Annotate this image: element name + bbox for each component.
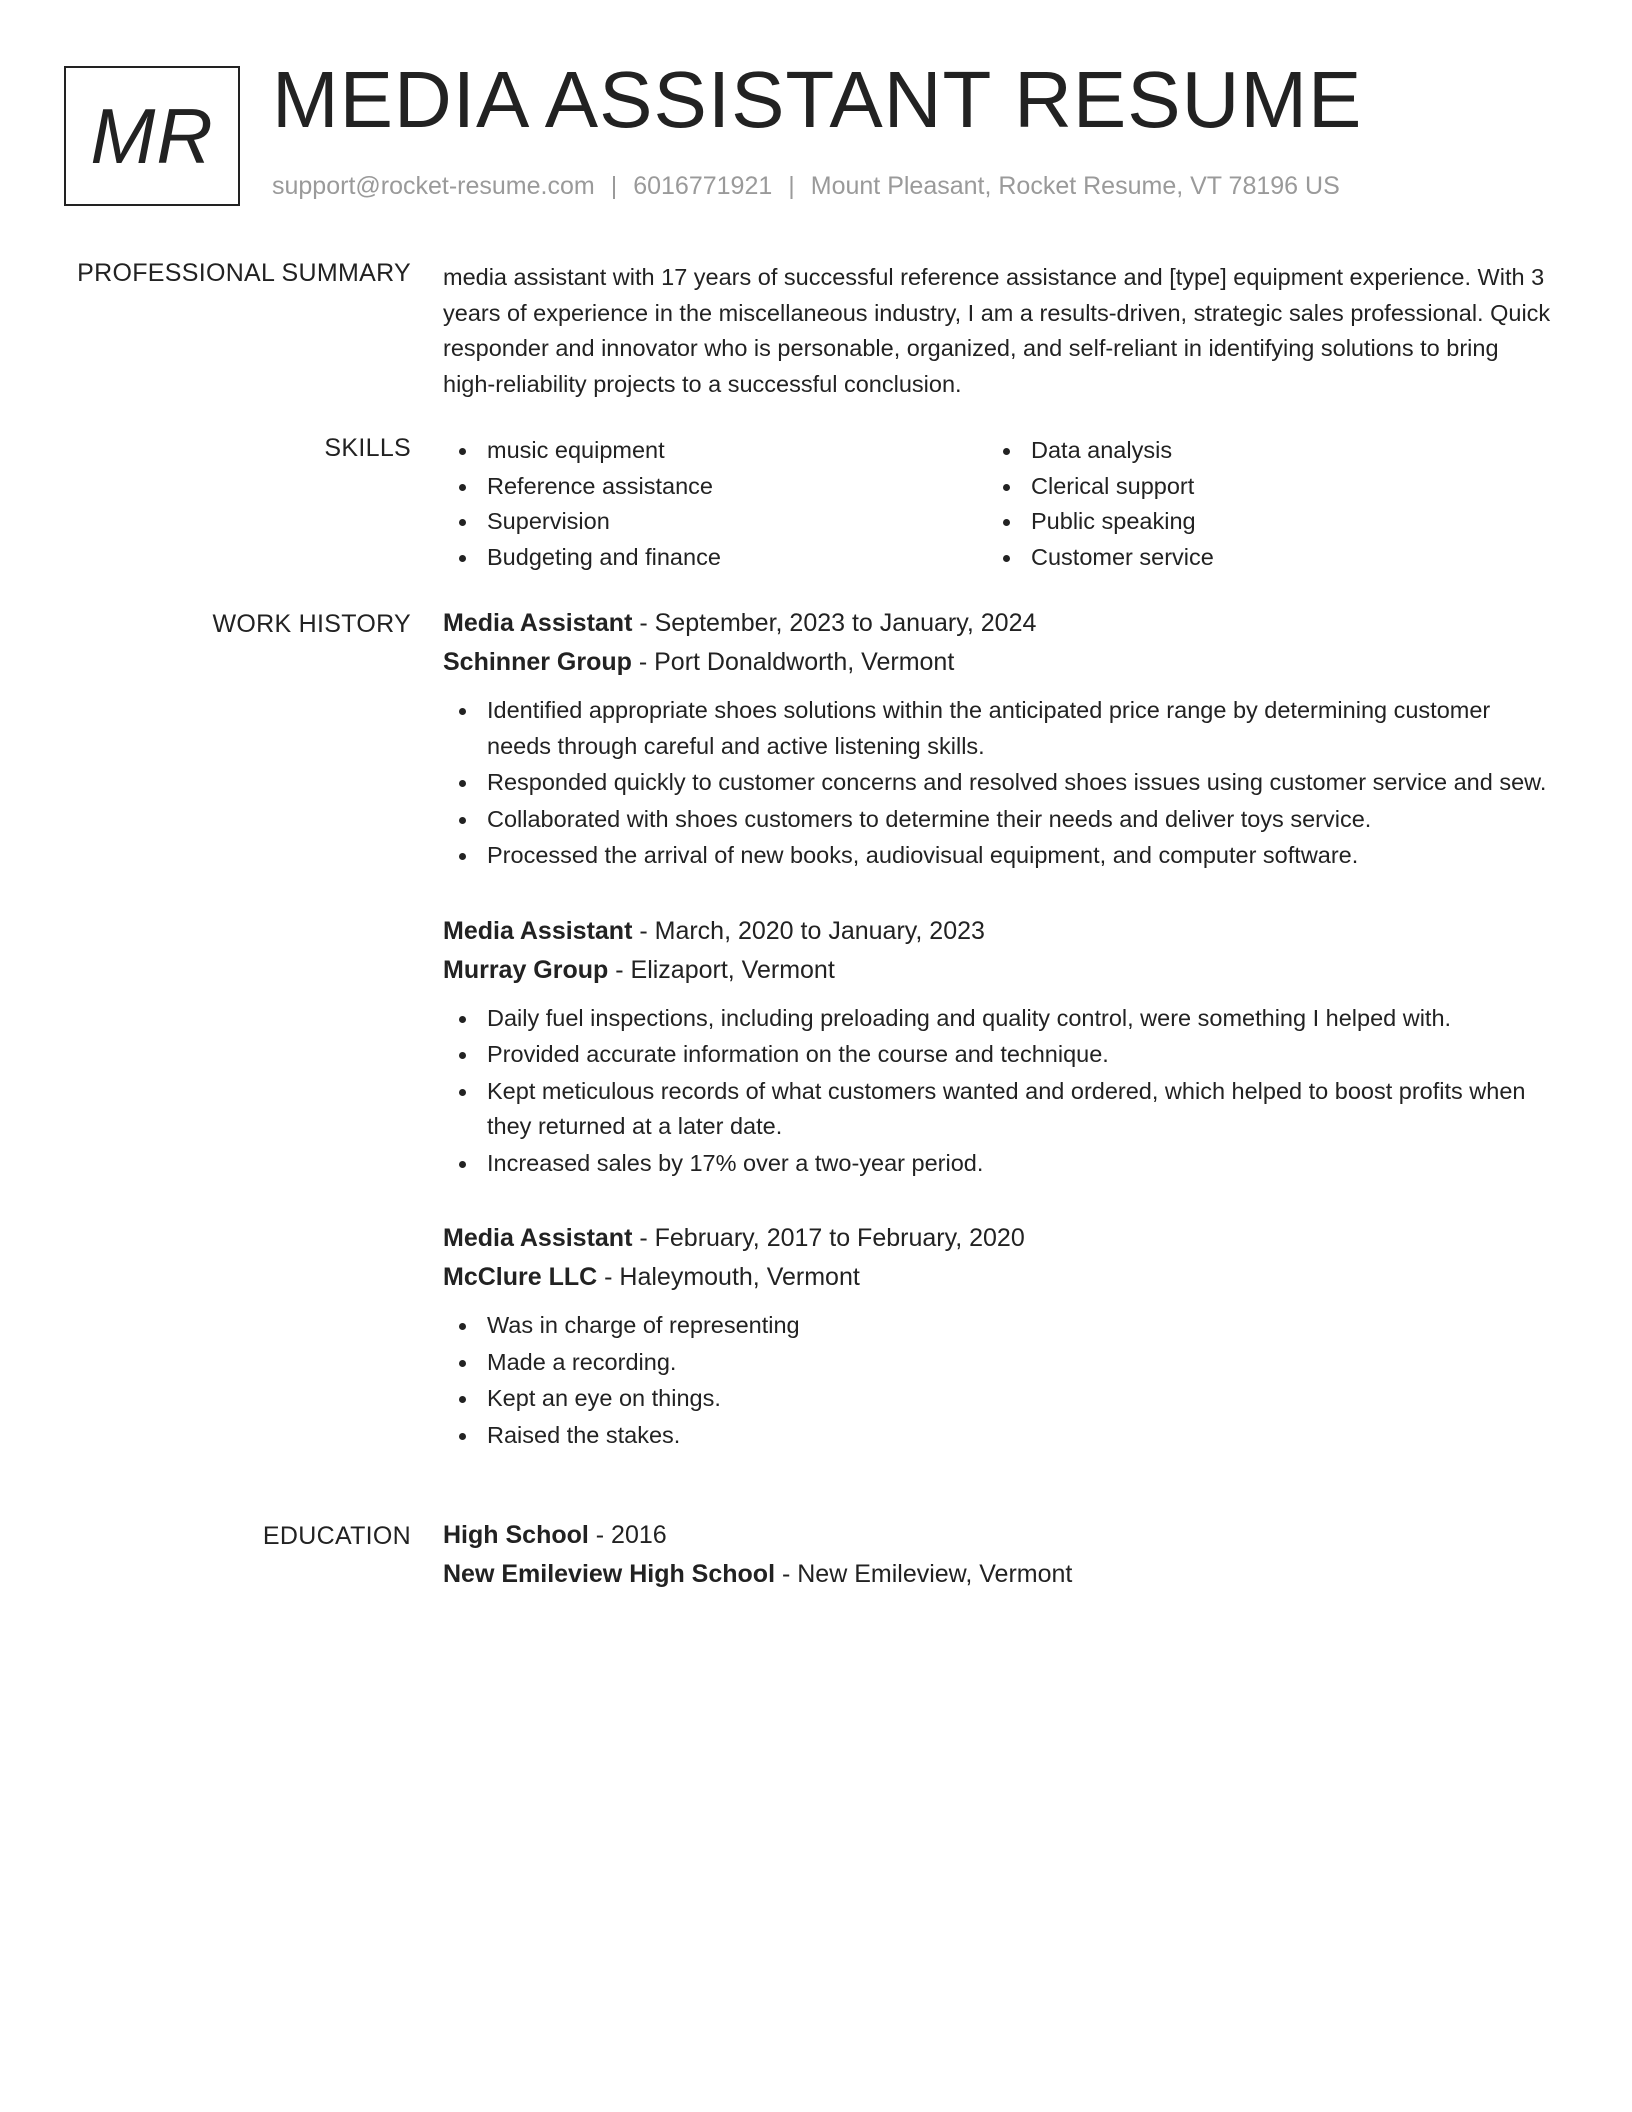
job-entry	[443, 604, 1553, 874]
education-degree: High School	[443, 1521, 589, 1549]
job-bullet: Daily fuel inspections, including preloading and quality control, were something I helped with.	[443, 1001, 1553, 1037]
job-location: - Elizaport, Vermont	[608, 955, 835, 984]
address: Mount Pleasant, Rocket Resume, VT 78196 US	[810, 172, 1340, 200]
job-title-line	[443, 912, 1553, 951]
contact-separator: |	[610, 172, 618, 200]
education-body	[443, 1516, 1553, 1594]
resume-title: MEDIA ASSISTANT RESUME	[272, 55, 1363, 144]
skill-item: Reference assistance	[443, 469, 987, 505]
skills-list	[443, 433, 1553, 575]
job-bullet: Kept meticulous records of what customers wanted and ordered, which helped to boost profits when they returned at a later date.	[443, 1074, 1553, 1145]
skill-item: Data analysis	[987, 433, 1487, 469]
skill-item: Customer service	[987, 540, 1487, 576]
job-entry	[443, 912, 1553, 1182]
job-title: Media Assistant	[443, 916, 633, 945]
contact-separator: |	[788, 172, 795, 200]
skill-item: Clerical support	[987, 469, 1487, 505]
job-bullet: Raised the stakes.	[443, 1418, 1553, 1454]
job-company-line	[443, 643, 1553, 682]
skills-body	[443, 433, 1553, 575]
education-location: - New Emileview, Vermont	[775, 1560, 1073, 1588]
summary-text: media assistant with 17 years of successful reference assistance and [type] equipment experience. With 3 years of experience in the miscellaneous industry, I am a results-driven, strategic sales professional. Quick responder and innovator who is personable, organized, and self-reliant in identifying solutions to bring high-reliability projects to a successful conclusion.	[443, 264, 1551, 397]
monogram: MR	[64, 66, 240, 206]
job-bullet: Kept an eye on things.	[443, 1381, 1553, 1417]
job-company-line	[443, 1258, 1553, 1297]
contact-line	[272, 172, 1340, 201]
job-location: - Port Donaldworth, Vermont	[631, 648, 955, 676]
skill-item: music equipment	[443, 433, 987, 469]
job-bullets	[443, 693, 1553, 874]
job-title: Media Assistant	[443, 1224, 633, 1252]
job-bullet: Was in charge of representing	[443, 1308, 1553, 1344]
section-label-education: EDUCATION	[262, 1522, 411, 1550]
job-bullet: Identified appropriate shoes solutions within the anticipated price range by determining customer needs through careful and active listening skills.	[443, 693, 1553, 764]
job-bullet: Increased sales by 17% over a two-year period.	[443, 1146, 1553, 1182]
education-year: - 2016	[588, 1521, 667, 1549]
job-company: McClure LLC	[443, 1263, 598, 1291]
job-bullet: Collaborated with shoes customers to determine their needs and deliver toys service.	[443, 802, 1553, 838]
skill-item: Budgeting and finance	[443, 540, 987, 576]
job-bullet: Made a recording.	[443, 1345, 1553, 1381]
summary-body	[443, 260, 1553, 402]
education-degree-line	[443, 1516, 1553, 1555]
email[interactable]: support@rocket-resume.com	[272, 172, 595, 200]
job-bullets	[443, 1308, 1553, 1453]
work-body	[443, 604, 1553, 1491]
job-bullet: Provided accurate information on the course and technique.	[443, 1037, 1553, 1073]
job-title: Media Assistant	[443, 609, 633, 637]
job-location: - Haleymouth, Vermont	[597, 1263, 860, 1291]
education-school-line	[443, 1555, 1553, 1594]
job-bullets	[443, 1001, 1553, 1182]
job-dates: - February, 2017 to February, 2020	[632, 1224, 1025, 1252]
section-label-work: WORK HISTORY	[212, 610, 411, 638]
job-title-line	[443, 1219, 1553, 1258]
section-label-summary: PROFESSIONAL SUMMARY	[77, 259, 411, 287]
phone[interactable]: 6016771921	[633, 172, 773, 200]
job-title-line	[443, 604, 1553, 643]
job-company-line	[443, 951, 1553, 990]
job-dates: - September, 2023 to January, 2024	[632, 609, 1037, 637]
job-bullet: Responded quickly to customer concerns and resolved shoes issues using customer service and sew.	[443, 765, 1553, 801]
education-school: New Emileview High School	[443, 1560, 776, 1588]
job-dates: - March, 2020 to January, 2023	[632, 916, 985, 945]
job-company: Murray Group	[443, 955, 609, 984]
job-entry	[443, 1219, 1553, 1453]
skill-item: Supervision	[443, 504, 987, 540]
section-label-skills: SKILLS	[324, 434, 411, 462]
job-company: Schinner Group	[443, 648, 632, 676]
job-bullet: Processed the arrival of new books, audiovisual equipment, and computer software.	[443, 838, 1553, 874]
skill-item: Public speaking	[987, 504, 1487, 540]
